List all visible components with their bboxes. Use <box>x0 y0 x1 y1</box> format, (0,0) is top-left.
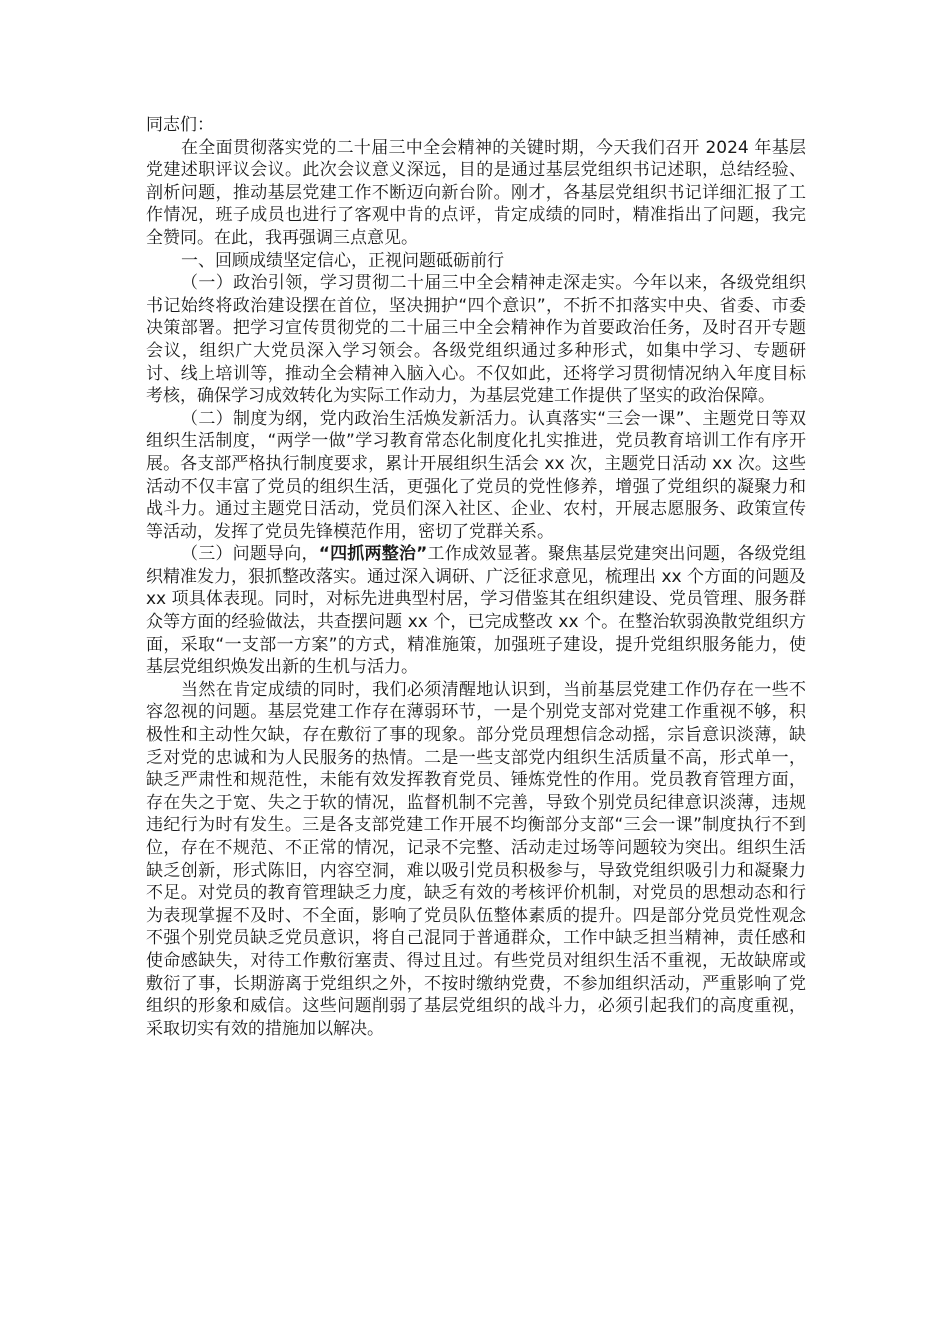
section-heading: 一、回顾成绩坚定信心，正视问题砥砺前行 <box>181 250 504 271</box>
document-page <box>146 114 806 1040</box>
salutation: 同志们： <box>146 115 214 135</box>
point-3-bold-phrase: “四抓两整治” <box>318 544 428 565</box>
point-1-paragraph: （一）政治引领，学习贯彻二十届三中全会精神走深走实。今年以来，各级党组织书记始终将政治建设摆在首位，坚决拥护“四个意识”，不折不扣落实中央、省委、市委决策部署。把学习宣传贯彻党的二十届三中全会精神作为首要政治任务，及时召开专题会议，组织广大党员深入学习领会。各级党组织通过多种形式，如集中学习、专题研讨、线上培训等，推动全会精神入脑入心。不仅如此，还将学习贯彻情况纳入年度目标考核，确保学习成效转化为实际工作动力，为基层党建工作提供了坚实的政治保障。 <box>146 273 806 407</box>
point-3-body: 工作成效显著。聚焦基层党建突出问题，各级党组织精准发力，狠抓整改落实。通过深入调研、广泛征求意见，梳理出 xx 个方面的问题及 xx 项具体表现。同时，对标先进典型村居，学习借鉴其在组织建设、党员管理、服务群众等方面的经验做法，共查摆问题 xx 个，已完成整改 xx 个。在整治软弱涣散党组织方面，采取“一支部一方案”的方式，精准施策，加强班子建设，提升党组织服务能力，使基层党组织焕发出新的生机与活力。 <box>146 544 806 678</box>
problems-paragraph: 当然在肯定成绩的同时，我们必须清醒地认识到，当前基层党建工作仍存在一些不容忽视的问题。基层党建工作存在薄弱环节，一是个别党支部对党建工作重视不够，积极性和主动性欠缺，存在敷衍了事的现象。部分党员理想信念动摇，宗旨意识淡薄，缺乏对党的忠诚和为人民服务的热情。二是一些支部党内组织生活质量不高，形式单一，缺乏严肃性和规范性，未能有效发挥教育党员、锤炼党性的作用。党员教育管理方面，存在失之于宽、失之于软的情况，监督机制不完善，导致个别党员纪律意识淡薄，违规违纪行为时有发生。三是各支部党建工作开展不均衡部分支部“三会一课”制度执行不到位，存在不规范、不正常的情况，记录不完整、活动走过场等问题较为突出。组织生活缺乏创新，形式陈旧，内容空洞，难以吸引党员积极参与，导致党组织吸引力和凝聚力不足。对党员的教育管理缺乏力度，缺乏有效的考核评价机制，对党员的思想动态和行为表现掌握不及时、不全面，影响了党员队伍整体素质的提升。四是部分党员党性观念不强个别党员缺乏党员意识，将自己混同于普通群众，工作中缺乏担当精神，责任感和使命感缺失，对待工作敷衍塞责、得过且过。有些党员对组织生活不重视，无故缺席或敷衍了事，长期游离于党组织之外，不按时缴纳党费，不参加组织活动，严重影响了党组织的形象和威信。这些问题削弱了基层党组织的战斗力，必须引起我们的高度重视，采取切实有效的措施加以解决。 <box>146 679 806 1039</box>
point-2-paragraph: （二）制度为纲，党内政治生活焕发新活力。认真落实“三会一课”、主题党日等双组织生活制度，“两学一做”学习教育常态化制度化扎实推进，党员教育培训工作有序开展。各支部严格执行制度要求，累计开展组织生活会 xx 次，主题党日活动 xx 次。这些活动不仅丰富了党员的组织生活，更强化了党员的党性修养，增强了党组织的凝聚力和战斗力。通过主题党日活动，党员们深入社区、企业、农村，开展志愿服务、政策宣传等活动，发挥了党员先锋模范作用，密切了党群关系。 <box>146 408 806 542</box>
point-3-paragraph <box>146 543 806 679</box>
point-3-prefix: （三）问题导向， <box>181 544 319 565</box>
intro-paragraph: 在全面贯彻落实党的二十届三中全会精神的关键时期，今天我们召开 2024 年基层党建述职评议会议。此次会议意义深远，目的是通过基层党组织书记述职，总结经验、剖析问题，推动基层党建工作不断迈向新台阶。刚才，各基层党组织书记详细汇报了工作情况，班子成员也进行了客观中肯的点评，肯定成绩的同时，精准指出了问题，我完全赞同。在此，我再强调三点意见。 <box>146 137 806 248</box>
